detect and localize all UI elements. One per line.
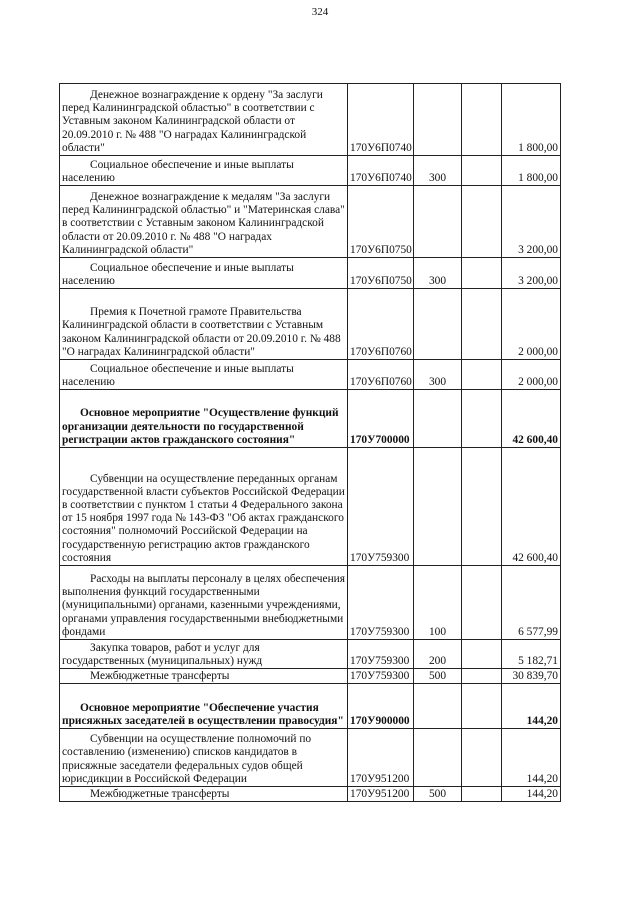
table-row xyxy=(60,390,561,448)
table-row xyxy=(60,669,561,684)
row-sum: 2 000,00 xyxy=(502,360,561,390)
row-empty xyxy=(462,787,502,802)
row-code: 170У6П0760 xyxy=(348,289,414,360)
row-name: Основное мероприятие "Осуществление функций организации деятельности по государственной регистрации актов гражданского состояния" xyxy=(60,390,348,448)
row-sum: 1 800,00 xyxy=(502,156,561,186)
row-empty xyxy=(462,258,502,289)
budget-table xyxy=(59,83,561,802)
row-type xyxy=(414,186,462,258)
table-row xyxy=(60,289,561,360)
row-name: Денежное вознаграждение к ордену "За заслуги перед Калининградской областью" в соответствии с Уставным законом Калининградской области от 20.09.2010 г. № 488 "О наградах Калининградской области" xyxy=(60,84,348,156)
row-name: Закупка товаров, работ и услуг для государственных (муниципальных) нужд xyxy=(60,640,348,669)
row-type xyxy=(414,729,462,787)
table-row xyxy=(60,684,561,729)
row-empty xyxy=(462,186,502,258)
row-name: Субвенции на осуществление полномочий по составлению (изменению) списков кандидатов в присяжные заседатели федеральных судов общей юрисдикции в Российской Федерации xyxy=(60,729,348,787)
row-name: Субвенции на осуществление переданных органам государственной власти субъектов Российской Федерации в соответствии с пунктом 1 статьи 4 Федерального закона от 15 ноября 1997 года № 143-ФЗ "Об актах гражданского состояния" полномочий Российской Федерации на государственную регистрацию актов гражданского состояния xyxy=(60,448,348,566)
row-type: 300 xyxy=(414,156,462,186)
row-code: 170У6П0760 xyxy=(348,360,414,390)
row-empty xyxy=(462,669,502,684)
table-row xyxy=(60,448,561,566)
row-sum: 144,20 xyxy=(502,729,561,787)
row-name: Межбюджетные трансферты xyxy=(60,787,348,802)
row-code: 170У951200 xyxy=(348,787,414,802)
table-row xyxy=(60,84,561,156)
row-empty xyxy=(462,684,502,729)
row-type xyxy=(414,289,462,360)
row-sum: 3 200,00 xyxy=(502,186,561,258)
row-code: 170У759300 xyxy=(348,448,414,566)
row-empty xyxy=(462,360,502,390)
page-number: 324 xyxy=(311,6,329,18)
table-row xyxy=(60,729,561,787)
row-code: 170У759300 xyxy=(348,669,414,684)
row-code: 170У759300 xyxy=(348,640,414,669)
table-row xyxy=(60,156,561,186)
row-type: 500 xyxy=(414,669,462,684)
row-empty xyxy=(462,566,502,640)
table-row xyxy=(60,640,561,669)
row-sum: 2 000,00 xyxy=(502,289,561,360)
table-row xyxy=(60,360,561,390)
row-empty xyxy=(462,156,502,186)
row-sum: 144,20 xyxy=(502,787,561,802)
row-sum: 1 800,00 xyxy=(502,84,561,156)
row-name: Социальное обеспечение и иные выплаты населению xyxy=(60,156,348,186)
row-name: Премия к Почетной грамоте Правительства Калининградской области в соответствии с Уставным законом Калининградской области от 20.09.2010 г. № 488 "О наградах Калининградской области" xyxy=(60,289,348,360)
row-sum: 3 200,00 xyxy=(502,258,561,289)
row-empty xyxy=(462,289,502,360)
row-empty xyxy=(462,84,502,156)
row-type xyxy=(414,684,462,729)
row-name: Межбюджетные трансферты xyxy=(60,669,348,684)
row-empty xyxy=(462,448,502,566)
row-code: 170У951200 xyxy=(348,729,414,787)
row-code: 170У900000 xyxy=(348,684,414,729)
row-empty xyxy=(462,640,502,669)
row-code: 170У759300 xyxy=(348,566,414,640)
row-sum: 42 600,40 xyxy=(502,448,561,566)
row-code: 170У700000 xyxy=(348,390,414,448)
row-name: Социальное обеспечение и иные выплаты населению xyxy=(60,258,348,289)
row-type: 300 xyxy=(414,258,462,289)
row-type: 500 xyxy=(414,787,462,802)
row-code: 170У6П0750 xyxy=(348,258,414,289)
row-name: Основное мероприятие "Обеспечение участия присяжных заседателей в осуществлении правосудия" xyxy=(60,684,348,729)
table-row xyxy=(60,258,561,289)
row-name: Расходы на выплаты персоналу в целях обеспечения выполнения функций государственными (муниципальными) органами, казенными учреждениями, органами управления государственными внебюджетными фондами xyxy=(60,566,348,640)
row-empty xyxy=(462,729,502,787)
row-name: Денежное вознаграждение к медалям "За заслуги перед Калининградской областью" и "Материнская слава" в соответствии с Уставным законом Калининградской области от 20.09.2010 г. № 488 "О наградах Калининградской области" xyxy=(60,186,348,258)
row-type: 100 xyxy=(414,566,462,640)
table-row xyxy=(60,566,561,640)
table-row xyxy=(60,186,561,258)
row-sum: 30 839,70 xyxy=(502,669,561,684)
row-type xyxy=(414,390,462,448)
row-code: 170У6П0750 xyxy=(348,186,414,258)
row-type: 300 xyxy=(414,360,462,390)
row-sum: 5 182,71 xyxy=(502,640,561,669)
row-empty xyxy=(462,390,502,448)
row-code: 170У6П0740 xyxy=(348,156,414,186)
row-code: 170У6П0740 xyxy=(348,84,414,156)
row-sum: 6 577,99 xyxy=(502,566,561,640)
row-type xyxy=(414,84,462,156)
table-row xyxy=(60,787,561,802)
row-sum: 42 600,40 xyxy=(502,390,561,448)
row-type: 200 xyxy=(414,640,462,669)
row-sum: 144,20 xyxy=(502,684,561,729)
row-name: Социальное обеспечение и иные выплаты населению xyxy=(60,360,348,390)
row-type xyxy=(414,448,462,566)
